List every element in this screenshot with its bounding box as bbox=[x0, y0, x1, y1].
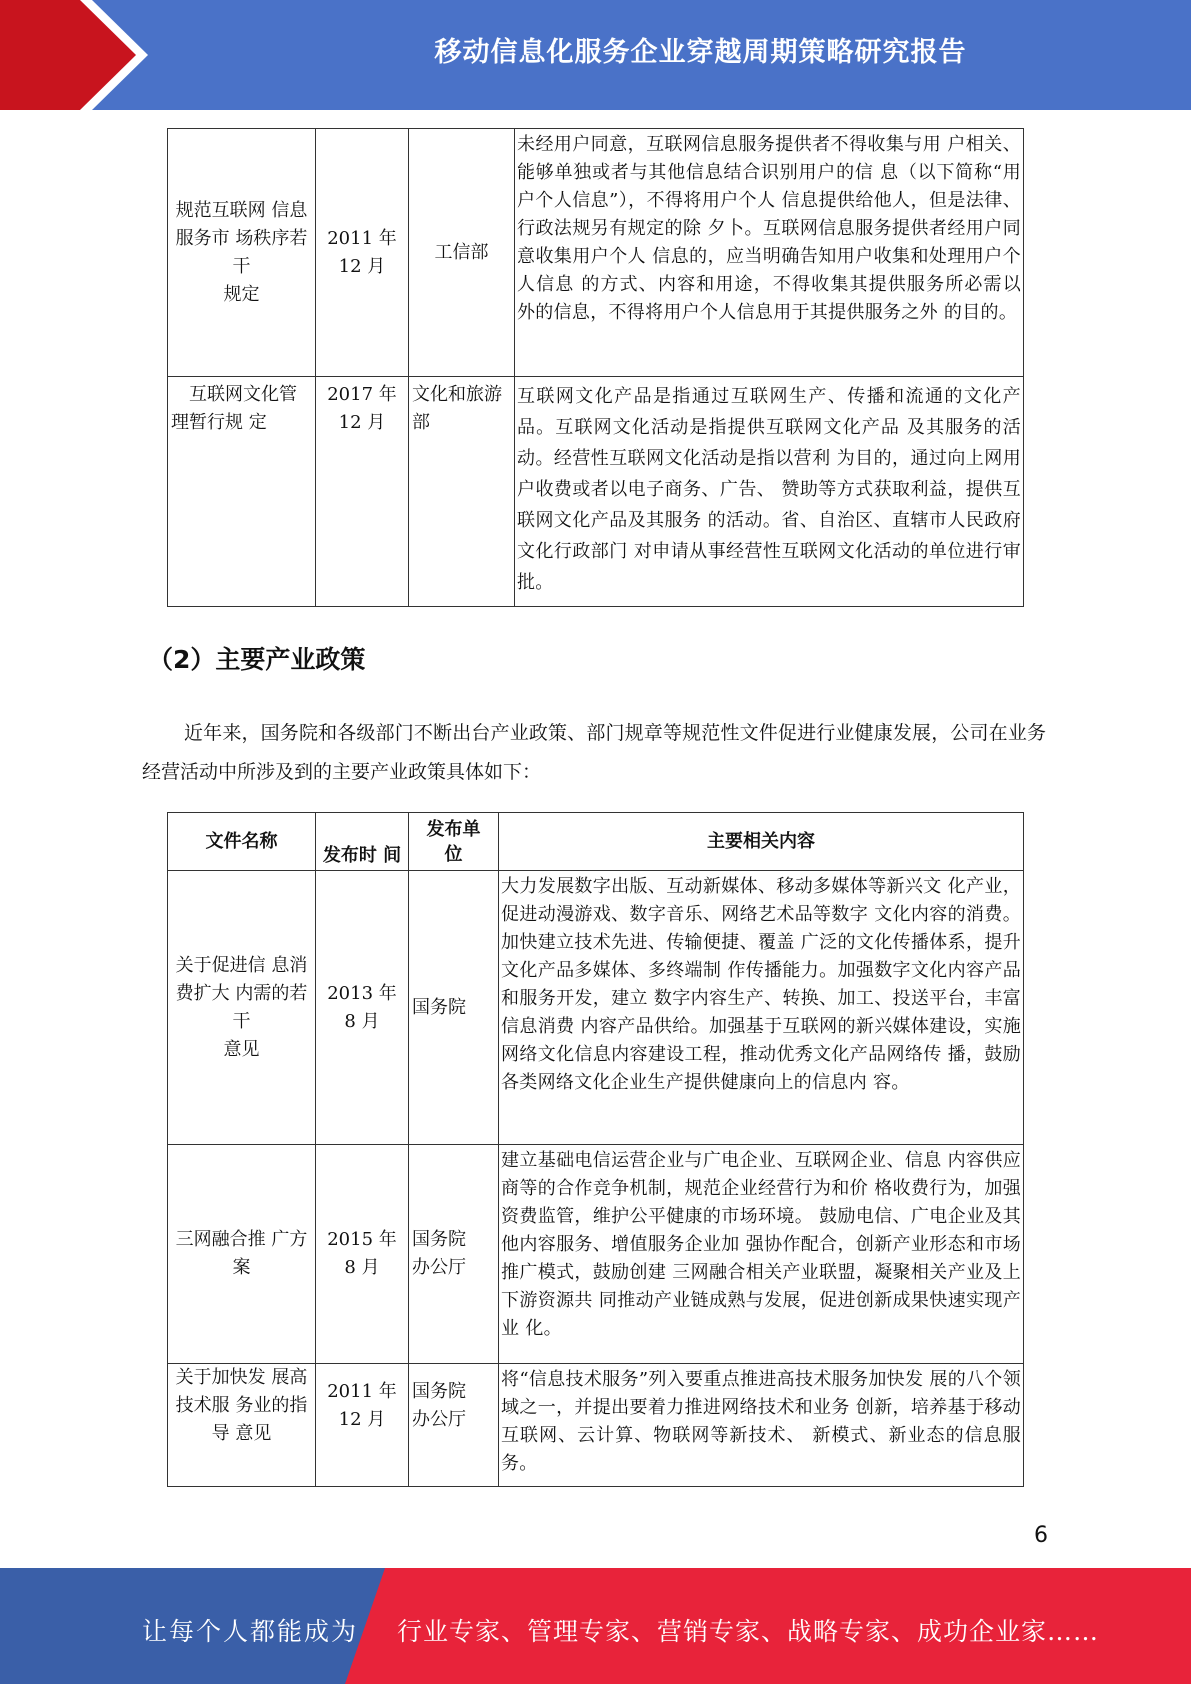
section-heading: （2）主要产业政策 bbox=[148, 645, 366, 674]
document-name-cell: 互联网文化管理暂行规 定 bbox=[168, 377, 316, 607]
publish-date-cell: 2015 年 8 月 bbox=[316, 1145, 409, 1364]
issuer-cell: 国务院 办公厅 bbox=[409, 1364, 499, 1487]
table-row bbox=[168, 1145, 1024, 1364]
content-cell: 互联网文化产品是指通过互联网生产、传播和流通的文化产品。互联网文化活动是指提供互联网文化产品 及其服务的活动。经营性互联网文化活动是指以营利 为目的，通过向上网用户收费或者以电子商务、广告、 赞助等方式获取利益，提供互联网文化产品及其服务 的活动。省、自治区、直辖市人民政府文化行政部门 对申请从事经营性互联网文化活动的单位进行审批。 bbox=[515, 377, 1024, 607]
table-header-row bbox=[168, 813, 1024, 871]
document-name-cell: 关于促进信 息消费扩大 内需的若干 意见 bbox=[168, 871, 316, 1145]
header-document-name: 文件名称 bbox=[168, 813, 316, 871]
page-header bbox=[0, 0, 1191, 110]
report-title: 移动信息化服务企业穿越周期策略研究报告 bbox=[434, 37, 967, 68]
table-row bbox=[168, 871, 1024, 1145]
issuer-cell: 文化和旅游部 bbox=[409, 377, 515, 607]
regulation-table bbox=[167, 128, 1024, 607]
issuer-cell: 国务院 办公厅 bbox=[409, 1145, 499, 1364]
table-row bbox=[168, 1364, 1024, 1487]
intro-paragraph: 近年来，国务院和各级部门不断出台产业政策、部门规章等规范性文件促进行业健康发展，公司在业务经营活动中所涉及到的主要产业政策具体如下： bbox=[142, 722, 1046, 783]
document-name-cell: 三网融合推 广方案 bbox=[168, 1145, 316, 1364]
issuer-cell: 国务院 bbox=[409, 871, 499, 1145]
document-name-cell: 关于加快发 展高技术服 务业的指导 意见 bbox=[168, 1364, 316, 1487]
industry-policy-table bbox=[167, 812, 1024, 1487]
header-main-content: 主要相关内容 bbox=[499, 813, 1024, 871]
publish-date-cell: 2011 年 12 月 bbox=[316, 1364, 409, 1487]
content-cell: 将“信息技术服务”列入要重点推进高技术服务加快发 展的八个领域之一，并提出要着力推进网络技术和业务 创新，培养基于移动互联网、云计算、物联网等新技术、 新模式、新业态的信息服务。 bbox=[499, 1364, 1024, 1487]
table-row bbox=[168, 129, 1024, 377]
header-publish-date: 发布时 间 bbox=[316, 813, 409, 871]
publish-date-cell: 2011 年 12 月 bbox=[316, 129, 409, 377]
footer-slogan-right: 行业专家、管理专家、营销专家、战略专家、成功企业家…… bbox=[397, 1617, 1100, 1646]
publish-date-cell: 2017 年 12 月 bbox=[316, 377, 409, 607]
content-cell: 大力发展数字出版、互动新媒体、移动多媒体等新兴文 化产业，促进动漫游戏、数字音乐、网络艺术品等数字 文化内容的消费。加快建立技术先进、传输便捷、覆盖 广泛的文化传播体系，提升文化产品多媒体、多终端制 作传播能力。加强数字文化内容产品和服务开发，建立 数字内容生产、转换、加工、投送平台，丰富信息消费 内容产品供给。加强基于互联网的新兴媒体建设，实施 网络文化信息内容建设工程，推动优秀文化产品网络传 播，鼓励各类网络文化企业生产提供健康向上的信息内 容。 bbox=[499, 871, 1024, 1145]
table-row bbox=[168, 377, 1024, 607]
content-cell: 建立基础电信运营企业与广电企业、互联网企业、信息 内容供应商等的合作竞争机制，规范企业经营行为和价 格收费行为，加强资费监管，维护公平健康的市场环境。 鼓励电信、广电企业及其他内容服务、增值服务企业加 强协作配合，创新产业形态和市场推广模式，鼓励创建 三网融合相关产业联盟，凝聚相关产业及上下游资源共 同推动产业链成熟与发展，促进创新成果快速实现产业 化。 bbox=[499, 1145, 1024, 1364]
document-name-cell: 规范互联网 信息服务市 场秩序若干 规定 bbox=[168, 129, 316, 377]
header-chevron-graphic bbox=[0, 0, 150, 110]
page-number: 6 bbox=[1034, 1523, 1048, 1548]
footer-slogan-left: 让每个人都能成为 bbox=[142, 1617, 359, 1646]
header-issuer: 发布单 位 bbox=[409, 813, 499, 871]
content-cell: 未经用户同意，互联网信息服务提供者不得收集与用 户相关、能够单独或者与其他信息结合识别用户的信 息（以下简称“用户个人信息”），不得将用户个人 信息提供给他人，但是法律、行政法规另有规定的除 夕卜。互联网信息服务提供者经用户同意收集用户个人 信息的，应当明确告知用户收集和处理用户个人信息 的方式、内容和用途，不得收集其提供服务所必需以 外的信息，不得将用户个人信息用于其提供服务之外 的目的。 bbox=[515, 129, 1024, 377]
issuer-cell: 工信部 bbox=[409, 129, 515, 377]
publish-date-cell: 2013 年 8 月 bbox=[316, 871, 409, 1145]
